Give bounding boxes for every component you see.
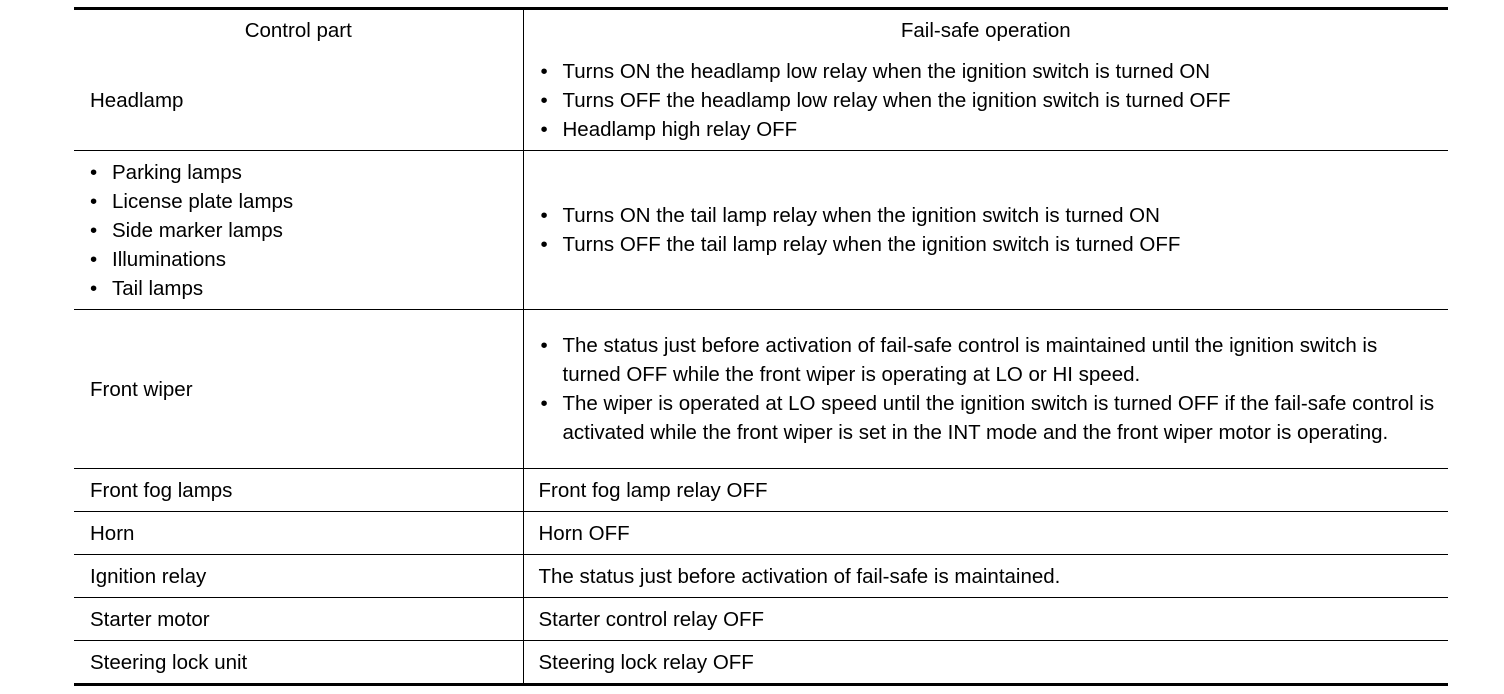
header-control-part: Control part xyxy=(244,18,352,42)
table-row xyxy=(74,598,1448,641)
control-part-cell: Horn xyxy=(74,512,523,555)
table-row xyxy=(74,50,1448,151)
control-part-cell: Starter motor xyxy=(74,598,523,641)
list-item: • The wiper is operated at LO speed until the ignition switch is turned OFF if the fail-safe control is activated while the front wiper is set in the INT mode and the front wiper motor is operating. xyxy=(539,389,1439,447)
list-item: • Turns OFF the headlamp low relay when the ignition switch is turned OFF xyxy=(539,86,1439,115)
control-part-cell xyxy=(74,151,523,310)
operation-cell: The status just before activation of fail-safe is maintained. xyxy=(523,555,1448,598)
header-fail-safe-operation: Fail-safe operation xyxy=(523,9,1448,51)
control-part-cell: Front wiper xyxy=(74,310,523,469)
table-row xyxy=(74,555,1448,598)
list-item: • Tail lamps xyxy=(88,274,523,303)
control-part-cell: Steering lock unit xyxy=(74,641,523,685)
control-part-cell: Headlamp xyxy=(90,88,184,112)
list-item: • License plate lamps xyxy=(88,187,523,216)
control-part-list xyxy=(88,158,523,303)
list-item: • Turns OFF the tail lamp relay when the ignition switch is turned OFF xyxy=(539,230,1439,259)
list-item: • Illuminations xyxy=(88,245,523,274)
control-part-cell: Ignition relay xyxy=(74,555,523,598)
operation-cell xyxy=(523,151,1448,310)
operation-cell: Horn OFF xyxy=(523,512,1448,555)
fail-safe-table xyxy=(74,7,1448,686)
table-row xyxy=(74,641,1448,685)
list-item: • Turns ON the tail lamp relay when the ignition switch is turned ON xyxy=(539,201,1439,230)
header-row xyxy=(74,9,1448,51)
list-item: • Parking lamps xyxy=(88,158,523,187)
operation-cell xyxy=(523,310,1448,469)
table-row xyxy=(74,469,1448,512)
list-item: • The status just before activation of fail-safe control is maintained until the ignition switch is turned OFF while the front wiper is operating at LO or HI speed. xyxy=(539,331,1439,389)
operation-cell: Starter control relay OFF xyxy=(523,598,1448,641)
operation-list xyxy=(539,331,1439,447)
list-item: • Turns ON the headlamp low relay when the ignition switch is turned ON xyxy=(539,57,1439,86)
table-row xyxy=(74,151,1448,310)
operation-cell xyxy=(523,50,1448,151)
table-row xyxy=(74,310,1448,469)
operation-list xyxy=(539,57,1439,144)
table-row xyxy=(74,512,1448,555)
operation-cell: Front fog lamp relay OFF xyxy=(523,469,1448,512)
operation-list xyxy=(539,201,1439,259)
operation-cell: Steering lock relay OFF xyxy=(523,641,1448,685)
control-part-cell: Front fog lamps xyxy=(74,469,523,512)
list-item: • Side marker lamps xyxy=(88,216,523,245)
list-item: • Headlamp high relay OFF xyxy=(539,115,1439,144)
